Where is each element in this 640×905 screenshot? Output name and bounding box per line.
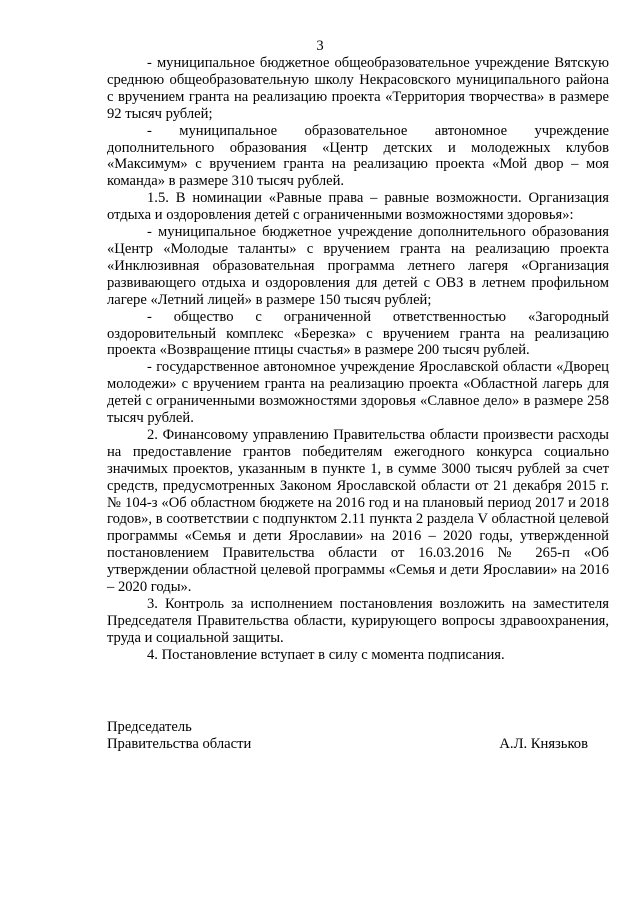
- signature-title-line1: Председатель: [107, 719, 192, 735]
- document-body: [107, 55, 609, 664]
- signature-block: [107, 719, 609, 753]
- paragraph-control: 3. Контроль за исполнением постановления возложить на заместителя Председателя Правительства области, курирующего вопросы здравоохранения, труда и социальной защиты.: [107, 596, 609, 646]
- paragraph-nomination-1-5: 1.5. В номинации «Равные права – равные возможности. Организация отдыха и оздоровления детей с ограниченными возможностями здоровья»:: [107, 190, 609, 224]
- signature-title-line2: Правительства области: [107, 735, 252, 752]
- signature-row: [107, 736, 609, 753]
- paragraph-school-vyatskoe: - муниципальное бюджетное общеобразовательное учреждение Вятскую среднюю общеобразовательную школу Некрасовского муниципального района с вручением гранта на реализацию проекта «Территория творчества» в размере 92 тысяч рублей;: [107, 55, 609, 122]
- paragraph-molodye-talanty: - муниципальное бюджетное учреждение дополнительного образования «Центр «Молодые таланты» с вручением гранта на реализацию проекта «Инклюзивная образовательная программа летнего лагеря «Организация развивающего отдыха и оздоровления для детей с ОВЗ в летнем профильном лагере «Летний лицей» в размере 150 тысяч рублей;: [107, 224, 609, 308]
- paragraph-dvorets-molodezhi: - государственное автономное учреждение Ярославской области «Дворец молодежи» с вручением гранта на реализацию проекта «Областной лагерь для детей с ограниченными возможностями здоровья «Славное дело» в размере 258 тысяч рублей.: [107, 359, 609, 427]
- paragraph-berezka: - общество с ограниченной ответственностью «Загородный оздоровительный комплекс «Березка» с вручением гранта на реализацию проекта «Возвращение птицы счастья» в размере 200 тысяч рублей.: [107, 308, 609, 359]
- paragraph-financing: 2. Финансовому управлению Правительства области произвести расходы на предоставление грантов победителям ежегодного конкурса социально значимых проектов, указанным в пункте 1, в сумме 3000 тысяч рублей за счет средств, предусмотренных Законом Ярославской области от 21 декабря 2015 г. № 104-з «Об областном бюджете на 2016 год и на плановый период 2017 и 2018 годов», в соответствии с подпунктом 2.11 пункта 2 раздела V областной целевой программы «Семья и дети Ярославии» на 2016 – 2020 годы, утвержденной постановлением Правительства области от 16.03.2016 № 265-п «Об утверждении областной целевой программы «Семья и дети Ярославии» на 2016 – 2020 годы».: [107, 426, 609, 596]
- page-number: 3: [316, 38, 324, 54]
- signatory-name: А.Л. Князьков: [499, 735, 588, 752]
- paragraph-effect: 4. Постановление вступает в силу с момента подписания.: [147, 646, 505, 663]
- paragraph-maksimum: - муниципальное образовательное автономное учреждение дополнительного образования «Центр детских и молодежных клубов «Максимум» с вручением гранта на реализацию проекта «Мой двор – моя команда» в размере 310 тысяч рублей.: [107, 122, 609, 190]
